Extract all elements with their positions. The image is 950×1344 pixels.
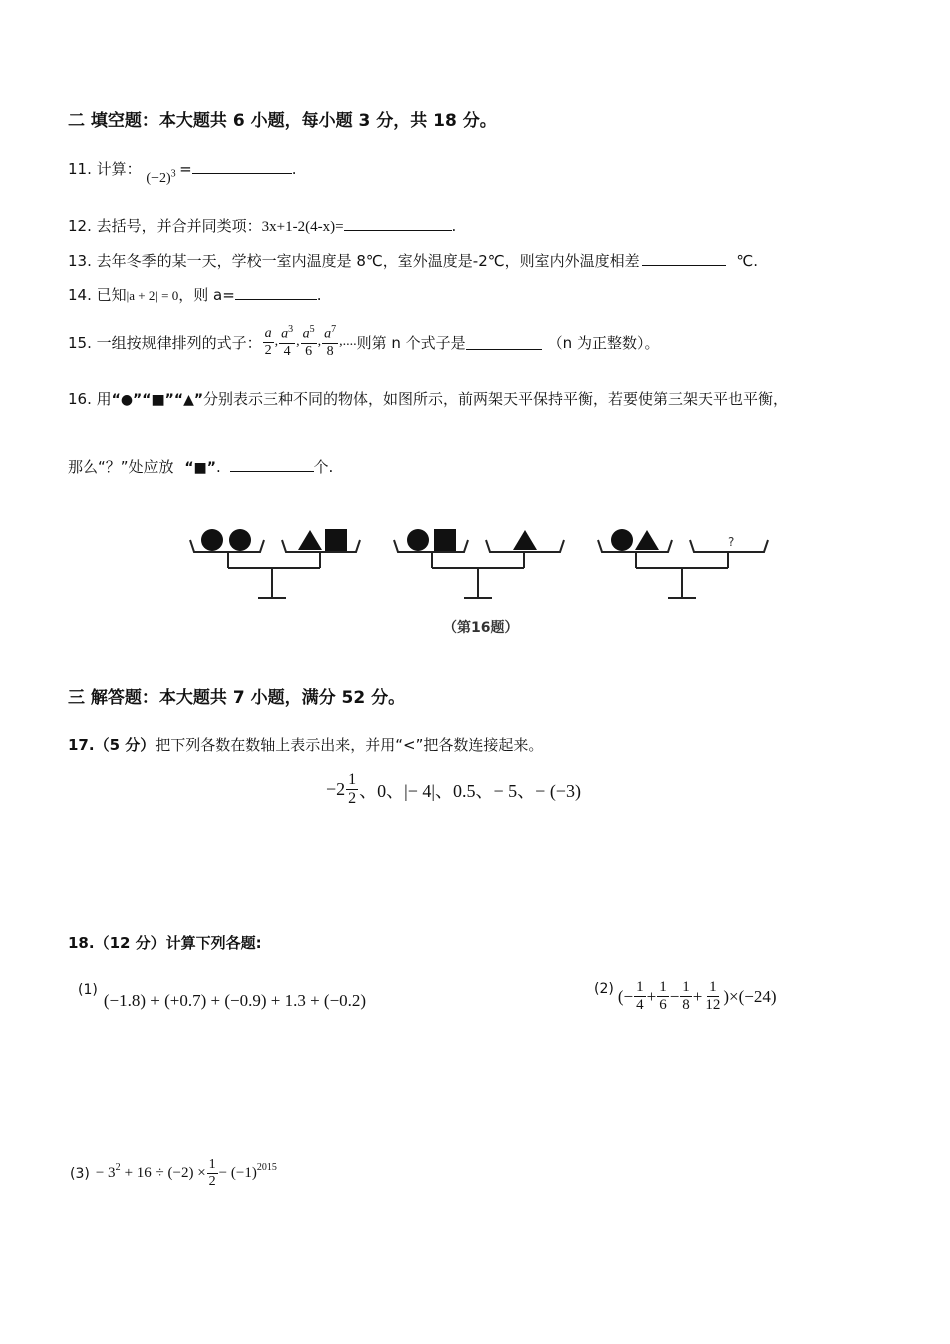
q13-end: ℃. bbox=[736, 252, 758, 270]
question-13 bbox=[68, 250, 758, 271]
q15-answer-blank[interactable] bbox=[466, 335, 542, 350]
q16-line2-start: 那么“？”处应放 bbox=[68, 458, 174, 476]
q11-equals: = bbox=[179, 160, 192, 178]
question-14 bbox=[68, 284, 322, 305]
square-object bbox=[325, 529, 347, 551]
square-object bbox=[434, 529, 456, 551]
question-11 bbox=[68, 158, 297, 186]
q14-end: . bbox=[316, 286, 322, 304]
q11-end: . bbox=[291, 160, 297, 178]
circle-object bbox=[201, 529, 223, 551]
q16-label: 16. 用 bbox=[68, 390, 112, 408]
q12-end: . bbox=[451, 217, 457, 235]
triangle-object bbox=[513, 530, 537, 550]
q15-term-3: $\frac{a^5}{6}$ bbox=[302, 324, 315, 359]
question-mark: ? bbox=[728, 535, 735, 549]
question-18: 18.（12 分）计算下列各题: bbox=[68, 934, 262, 952]
q18-p2-label: (2) bbox=[594, 980, 614, 997]
q18-p1-label: (1) bbox=[78, 982, 98, 998]
q18-part-3 bbox=[70, 1158, 277, 1189]
q18-p3-expression: − 3 2 + 16 ÷ (−2) × $\frac{1}{2}$ − (−1) 2015 bbox=[95, 1157, 277, 1189]
section3-heading: 三 解答题：本大题共 7 小题，满分 52 分。 bbox=[68, 688, 406, 708]
q15-term-2: $\frac{a^3}{4}$ bbox=[281, 324, 294, 359]
q14-mid: ，则 a= bbox=[178, 286, 235, 304]
q16-line1-rest: 分别表示三种不同的物体，如图所示，前两架天平保持平衡，若要使第三架天平也平衡， bbox=[203, 390, 789, 408]
q14-expression: |a + 2| = 0 bbox=[126, 288, 179, 303]
q11-label: 11. 计算： bbox=[68, 160, 142, 178]
q16-answer-blank[interactable] bbox=[230, 457, 314, 472]
q15-term-1: $\frac{a}{2}$ bbox=[264, 325, 272, 358]
circle-object bbox=[407, 529, 429, 551]
q18-part-1 bbox=[78, 982, 367, 1010]
q17-text: 把下列各数在数轴上表示出来，并用“<”把各数连接起来。 bbox=[155, 736, 544, 754]
q16-symbols: “●”“■”“▲” bbox=[111, 392, 204, 408]
q18-p1-expression: (−1.8) + (+0.7) + (−0.9) + 1.3 + (−0.2) bbox=[103, 991, 367, 1010]
q16-line2-end: 个. bbox=[313, 458, 334, 476]
q15-term-4: $\frac{a^7}{8}$ bbox=[324, 324, 337, 359]
q15-end: （n 为正整数）。 bbox=[547, 333, 660, 352]
q13-answer-blank[interactable] bbox=[642, 251, 726, 266]
circle-object bbox=[229, 529, 251, 551]
q17-number-list: 、0、|− 4|、0.5、− 5、− (−3) bbox=[359, 780, 581, 801]
triangle-object bbox=[298, 530, 322, 550]
q17-numbers bbox=[326, 772, 581, 807]
q12-answer-blank[interactable] bbox=[344, 216, 452, 231]
question-16-line-1 bbox=[68, 388, 788, 409]
q14-answer-blank[interactable] bbox=[235, 285, 317, 300]
q14-label: 14. 已知 bbox=[68, 286, 127, 304]
q11-base: (−2) bbox=[146, 171, 171, 186]
q13-label: 13. 去年冬季的某一天，学校一室内温度是 8℃，室外温度是-2℃，则室内外温度相差 bbox=[68, 252, 640, 270]
question-12 bbox=[68, 215, 456, 236]
q18-p3-label: (3) bbox=[70, 1165, 90, 1182]
question-16-line-2: 那么“？”处应放 “■”. 个. bbox=[68, 458, 334, 476]
q12-label: 12. 去括号，并合并同类项： bbox=[68, 217, 262, 235]
triangle-object bbox=[635, 530, 659, 550]
q15-mid: 则第 n 个式子是 bbox=[356, 333, 466, 352]
figure-caption: （第16题） bbox=[443, 620, 519, 636]
q15-ellipsis: ,.... bbox=[339, 334, 357, 349]
q16-square-symbol: “■” bbox=[184, 460, 216, 476]
q11-exponent: 3 bbox=[170, 168, 176, 180]
circle-object bbox=[611, 529, 633, 551]
q11-expression bbox=[146, 168, 179, 186]
q17-mixed-fraction: $\frac{1}{2}$ bbox=[348, 771, 357, 807]
q18-p2-expression: (− $\frac{1}{4}$ + $\frac{1}{6}$ − $\frac{1}{8}$ + $\frac{1}{12}$ )×(−24) bbox=[617, 979, 777, 1013]
q17-label: 17.（5 分） bbox=[68, 736, 156, 754]
q18-part-2 bbox=[594, 980, 777, 1013]
q17-mixed-whole: −2 bbox=[326, 779, 346, 799]
question-15 bbox=[68, 319, 659, 365]
question-17 bbox=[68, 734, 543, 755]
section2-heading: 二 填空题：本大题共 6 小题，每小题 3 分，共 18 分。 bbox=[68, 111, 497, 131]
q15-label: 15. 一组按规律排列的式子： bbox=[68, 333, 262, 352]
q15-sequence: $\frac{a}{2}$ , $\frac{a^3}{4}$ , $\frac{a^5}{6}$ , $\frac{a^7}{8}$ ,.... bbox=[264, 324, 357, 359]
q11-answer-blank[interactable] bbox=[192, 159, 292, 174]
q12-expression: 3x+1-2(4-x)= bbox=[261, 219, 344, 235]
